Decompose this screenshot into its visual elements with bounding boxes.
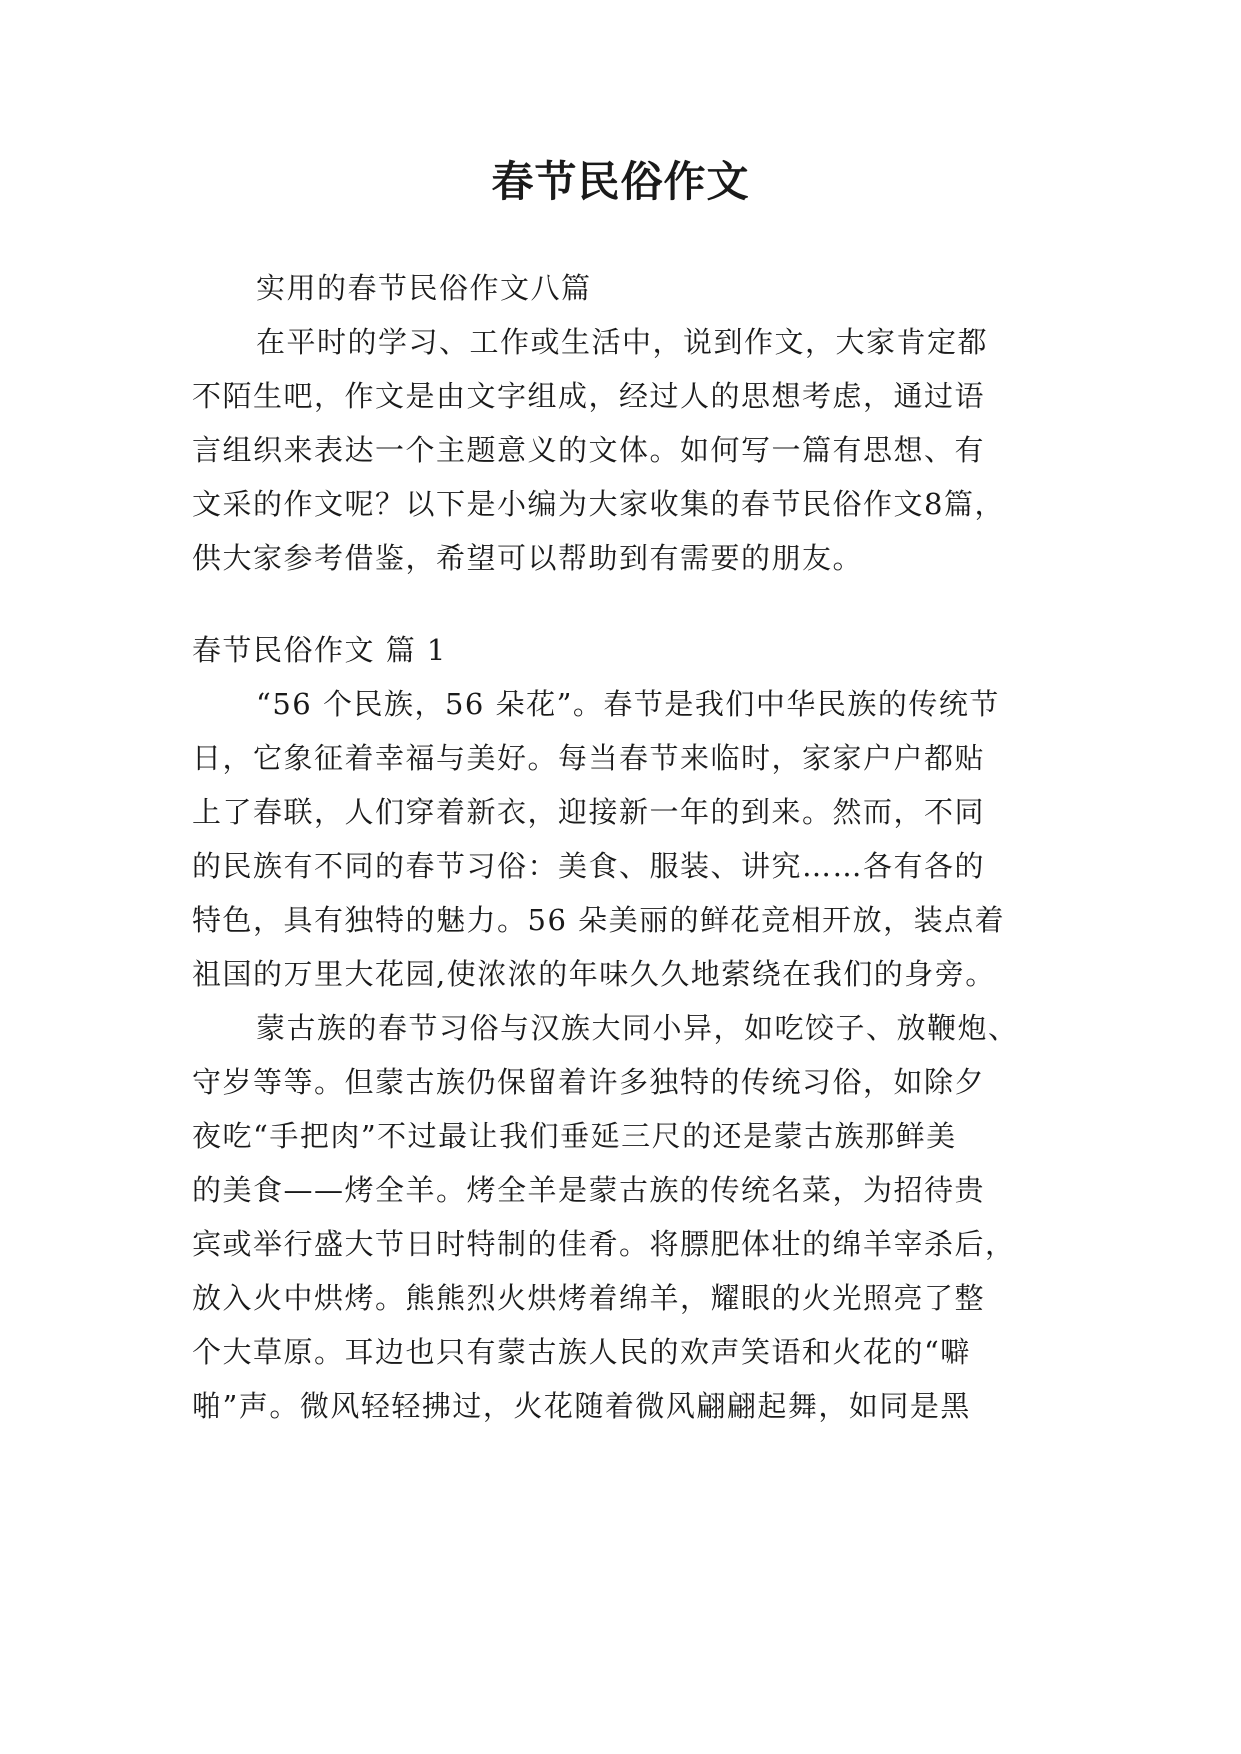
body-line: 的美食——烤全羊。烤全羊是蒙古族的传统名菜，为招待贵	[192, 1173, 986, 1207]
body-line: 宾或举行盛大节日时特制的佳肴。将膘肥体壮的绵羊宰杀后，	[192, 1227, 1016, 1261]
section-heading: 春节民俗作文 篇 1	[192, 633, 447, 667]
intro-line: 供大家参考借鉴，希望可以帮助到有需要的朋友。	[192, 541, 864, 575]
body-line: 啪”声。微风轻轻拂过，火花随着微风翩翩起舞，如同是黑	[192, 1389, 971, 1423]
body-line: 日，它象征着幸福与美好。每当春节来临时，家家户户都贴	[192, 741, 986, 775]
body-line: 夜吃“手把肉”不过最让我们垂延三尺的还是蒙古族那鲜美	[192, 1119, 957, 1153]
body-line: 放入火中烘烤。熊熊烈火烘烤着绵羊，耀眼的火光照亮了整	[192, 1281, 986, 1315]
body-line: 的民族有不同的春节习俗：美食、服装、讲究……各有各的	[192, 849, 986, 883]
body-line: 祖国的万里大花园,使浓浓的年味久久地萦绕在我们的身旁。	[192, 957, 996, 991]
body-line: “56 个民族，56 朵花”。春节是我们中华民族的传统节	[256, 687, 1000, 721]
body-line: 蒙古族的春节习俗与汉族大同小异，如吃饺子、放鞭炮、	[256, 1011, 1019, 1045]
body-line: 个大草原。耳边也只有蒙古族人民的欢声笑语和火花的“噼	[192, 1335, 971, 1369]
document-title: 春节民俗作文	[491, 157, 750, 206]
body-line: 上了春联，人们穿着新衣，迎接新一年的到来。然而，不同	[192, 795, 986, 829]
intro-line: 在平时的学习、工作或生活中，说到作文，大家肯定都	[256, 325, 989, 359]
intro-line: 文采的作文呢？以下是小编为大家收集的春节民俗作文8篇，	[192, 487, 1005, 521]
subtitle-line: 实用的春节民俗作文八篇	[256, 271, 592, 305]
body-line: 守岁等等。但蒙古族仍保留着许多独特的传统习俗，如除夕	[192, 1065, 986, 1099]
body-line: 特色，具有独特的魅力。56 朵美丽的鲜花竞相开放，装点着	[192, 903, 1006, 937]
intro-line: 不陌生吧，作文是由文字组成，经过人的思想考虑，通过语	[192, 379, 986, 413]
intro-line: 言组织来表达一个主题意义的文体。如何写一篇有思想、有	[192, 433, 986, 467]
